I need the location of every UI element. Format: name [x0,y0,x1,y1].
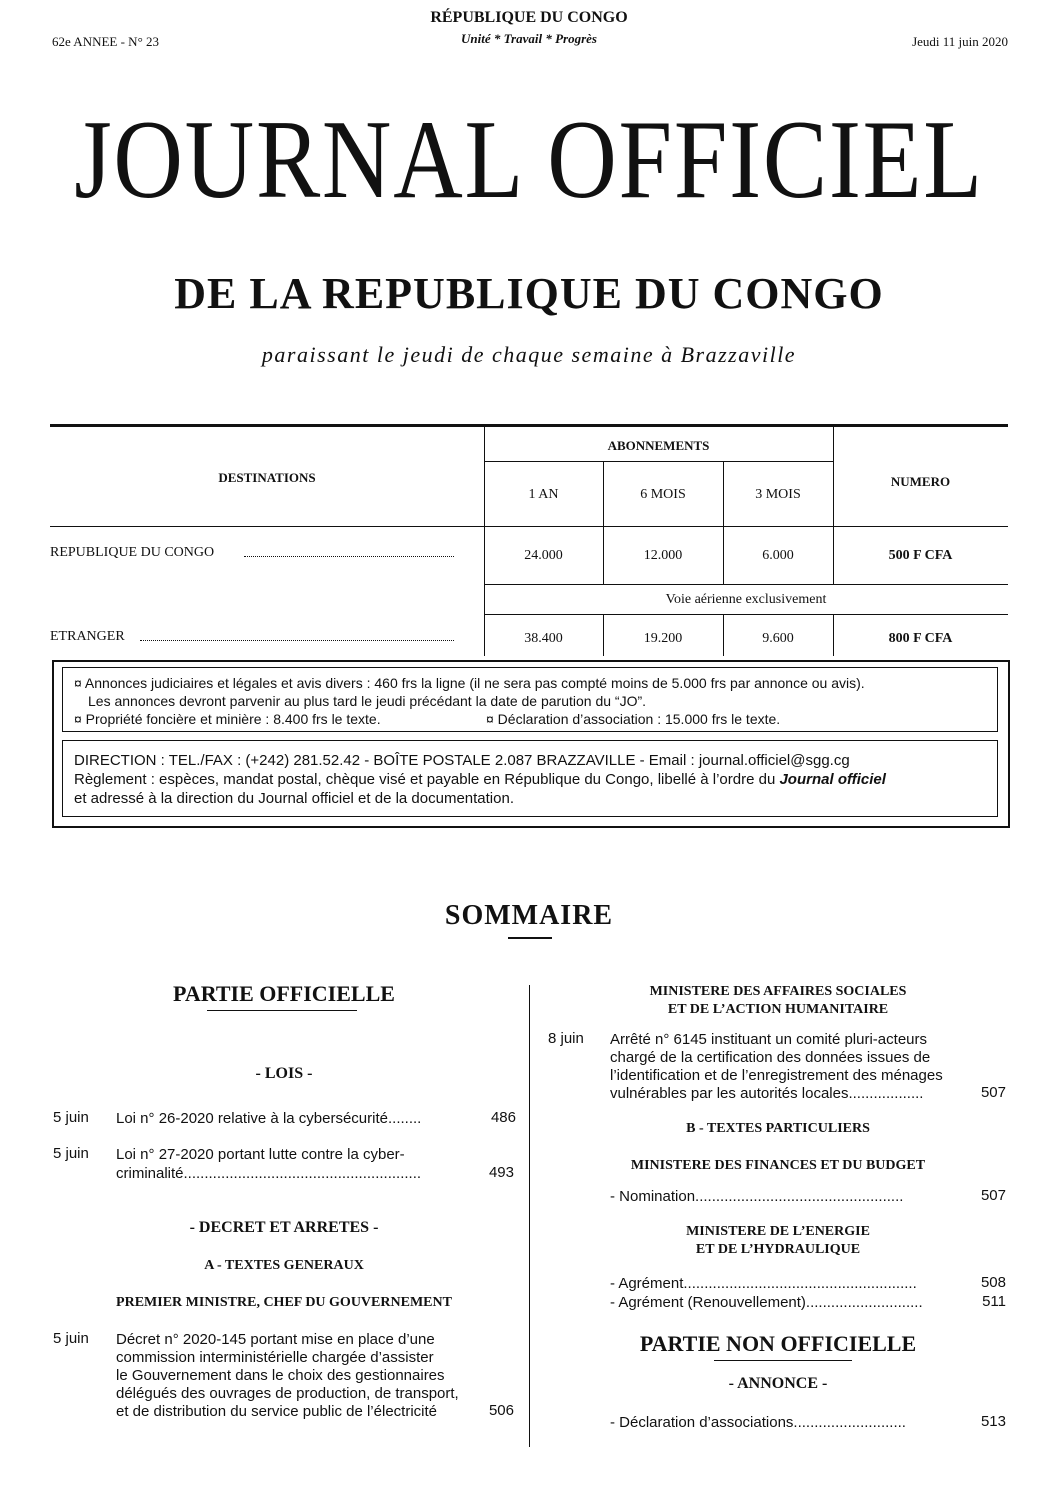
entry-text: le Gouvernement dans le choix des gestionnaires [116,1367,445,1384]
national-motto: Unité * Travail * Progrès [460,31,597,46]
entry-page: 486 [490,1109,516,1126]
price-cell: 19.200 [643,631,683,646]
entry-date: 5 juin [53,1330,89,1347]
entry-text: - Nomination.................................................. [610,1188,904,1205]
issue-number: 62e ANNEE - N° 23 [52,34,160,49]
entry-page: 508 [980,1274,1006,1291]
direction-line: DIRECTION : TEL./FAX : (+242) 281.52.42 - BOÎTE POSTALE 2.087 BRAZZAVILLE - Email : journal.officiel@sgg.cg [74,752,850,769]
journal-tagline: paraissant le jeudi de chaque semaine à Brazzaville [261,342,797,367]
entry-date: 8 juin [548,1030,584,1047]
heading-underline [714,1360,852,1361]
col-destinations: DESTINATIONS [218,470,316,485]
ministry-heading: MINISTERE DES AFFAIRES SOCIALES [649,984,907,999]
title-underline [508,937,552,939]
col-abonnements: ABONNEMENTS [607,438,710,453]
col-numero: NUMERO [890,474,951,489]
destination-etranger: ETRANGER [50,629,125,644]
table-rule [484,461,833,462]
decret-heading: - DECRET ET ARRETES - [189,1219,379,1236]
reglement-text: Règlement : espèces, mandat postal, chèque visé et payable en République du Congo, libellé à l’ordre du [74,771,780,788]
period-6mois: 6 MOIS [640,487,686,502]
price-cell: 9.600 [762,631,794,646]
notice-line: ¤ Annonces judiciaires et légales et avis divers : 460 frs la ligne (il ne sera pas compté moins de 5.000 frs par annonce ou avis). [74,675,865,691]
air-mail-note: Voie aérienne exclusivement [665,592,827,607]
column-divider [529,985,530,1447]
journal-name-emphasis: Journal officiel [779,771,886,788]
entry-text: commission interministérielle chargée d’assister [116,1349,434,1366]
annonce-heading: - ANNONCE - [728,1375,828,1392]
textes-particuliers-heading: B - TEXTES PARTICULIERS [686,1121,870,1136]
entry-text: et de distribution du service public de l’électricité [116,1403,437,1420]
entry-text: criminalité......................................................... [116,1165,422,1182]
issue-date: Jeudi 11 juin 2020 [912,34,1008,49]
numero-price: 500 F CFA [888,548,953,563]
entry-text: Loi n° 26-2020 relative à la cybersécurité........ [116,1110,422,1127]
entry-text: Décret n° 2020-145 portant mise en place d’une [116,1331,435,1348]
republic-name: RÉPUBLIQUE DU CONGO [430,9,628,26]
ministry-heading: MINISTERE DE L’ENERGIE [686,1224,870,1239]
entry-page: 506 [488,1402,514,1419]
leader-dots [140,640,454,641]
sommaire-title: SOMMAIRE [444,900,614,931]
table-top-rule [50,424,1008,427]
entry-text: Loi n° 27-2020 portant lutte contre la cyber- [116,1146,405,1163]
entry-date: 5 juin [53,1145,89,1162]
entry-page: 513 [980,1413,1006,1430]
entry-page: 507 [980,1187,1006,1204]
price-cell: 12.000 [643,548,683,563]
ministry-heading: ET DE L’ACTION HUMANITAIRE [667,1002,889,1017]
table-divider [723,461,724,584]
table-rule [50,526,1008,527]
price-cell: 6.000 [762,548,794,563]
entry-text: l’identification et de l’enregistrement des ménages [610,1067,943,1084]
entry-text: - Agrément........................................................ [610,1275,917,1292]
textes-generaux-heading: A - TEXTES GENERAUX [204,1258,364,1273]
entry-text: vulnérables par les autorités locales.................. [610,1085,924,1102]
reglement-line [74,771,886,789]
destination-congo: REPUBLIQUE DU CONGO [50,545,215,560]
leader-dots [244,556,454,557]
journal-title: JOURNAL OFFICIEL [74,98,984,222]
partie-non-officielle-heading: PARTIE NON OFFICIELLE [639,1331,917,1356]
entry-page: 507 [980,1084,1006,1101]
entry-text: - Déclaration d’associations........................... [610,1414,906,1431]
notice-line: ¤ Déclaration d’association : 15.000 frs le texte. [486,711,781,727]
entry-date: 5 juin [53,1109,89,1126]
ministry-heading: MINISTERE DES FINANCES ET DU BUDGET [630,1158,926,1173]
entry-page: 493 [488,1164,514,1181]
period-3mois: 3 MOIS [755,487,801,502]
table-rule [484,614,1008,615]
notice-line: ¤ Propriété foncière et minière : 8.400 frs le texte. [74,711,381,727]
numero-price: 800 F CFA [888,631,953,646]
entry-text: délégués des ouvrages de production, de transport, [116,1385,459,1402]
journal-subtitle: DE LA REPUBLIQUE DU CONGO [174,269,884,318]
lois-heading: - LOIS - [255,1065,313,1082]
ministry-heading: PREMIER MINISTRE, CHEF DU GOUVERNEMENT [116,1295,452,1310]
price-cell: 24.000 [524,548,563,563]
entry-text: Arrêté n° 6145 instituant un comité pluri-acteurs [610,1031,927,1048]
ministry-heading: ET DE L’HYDRAULIQUE [695,1242,861,1257]
partie-officielle-heading: PARTIE OFFICIELLE [173,981,395,1006]
table-rule [484,584,1008,585]
entry-page: 511 [982,1293,1006,1310]
price-cell: 38.400 [524,631,563,646]
entry-text: - Agrément (Renouvellement)............................ [610,1294,923,1311]
table-divider [603,461,604,584]
direction-line: et adressé à la direction du Journal officiel et de la documentation. [74,790,514,807]
period-1an: 1 AN [528,487,559,502]
notice-line: Les annonces devront parvenir au plus tard le jeudi précédant la date de parution du “JO”. [88,693,647,709]
heading-underline [207,1010,357,1011]
entry-text: chargé de la certification des données issues de [610,1049,931,1066]
